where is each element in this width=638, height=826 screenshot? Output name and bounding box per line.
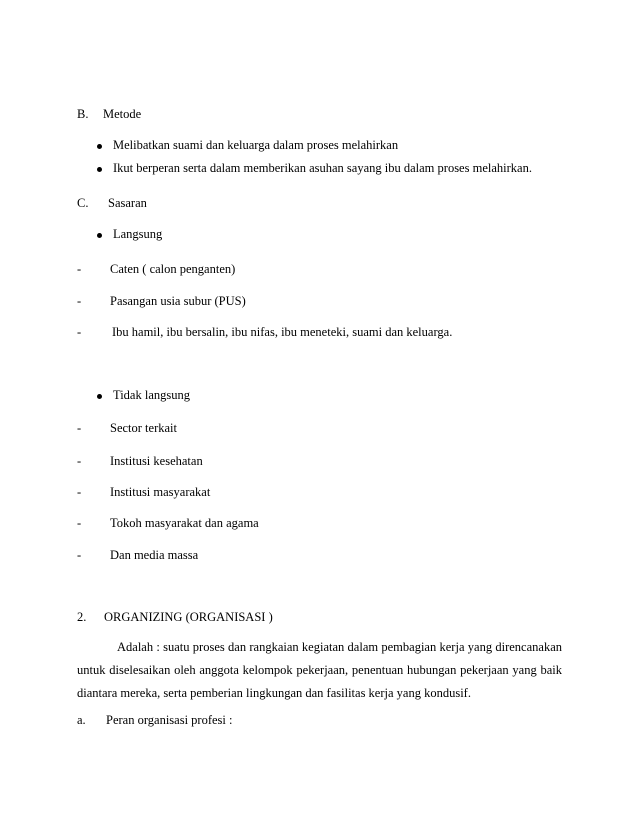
langsung-item: Pasangan usia subur (PUS) [110, 294, 246, 308]
section-c-marker: C. [77, 196, 89, 210]
organizing-paragraph [77, 636, 562, 705]
bullet-icon [97, 144, 102, 149]
dash-marker: - [77, 516, 82, 530]
section-2-title: ORGANIZING (ORGANISASI ) [104, 610, 273, 624]
metode-item: Ikut berperan serta dalam memberikan asuhan sayang ibu dalam proses melahirkan. [113, 161, 532, 175]
tidak-langsung-item: Dan media massa [110, 548, 199, 562]
section-b-title: Metode [103, 107, 142, 121]
organizing-paragraph-text: Adalah : suatu proses dan rangkaian kegiatan dalam pembagian kerja yang direncanakan untuk diselesaikan oleh anggota kelompok pekerjaan, penentuan hubungan pekerjaan yang baik diantara mereka, serta pemberian lingkungan dan fasilitas kerja yang kondusif. [77, 640, 562, 700]
langsung-item: Ibu hamil, ibu bersalin, ibu nifas, ibu meneteki, suami dan keluarga. [112, 325, 453, 339]
section-a-title: Peran organisasi profesi : [106, 713, 233, 727]
dash-marker: - [77, 548, 82, 562]
tidak-langsung-item: Institusi masyarakat [110, 485, 211, 499]
dash-marker: - [77, 421, 82, 435]
section-2-marker: 2. [77, 610, 87, 624]
metode-item: Melibatkan suami dan keluarga dalam proses melahirkan [113, 138, 399, 152]
tidak-langsung-label: Tidak langsung [113, 388, 190, 402]
dash-marker: - [77, 262, 82, 276]
langsung-label: Langsung [113, 227, 163, 241]
bullet-icon [97, 394, 102, 399]
bullet-icon [97, 233, 102, 238]
dash-marker: - [77, 454, 82, 468]
section-a-marker: a. [77, 713, 86, 727]
section-b-marker: B. [77, 107, 89, 121]
dash-marker: - [77, 325, 82, 339]
dash-marker: - [77, 294, 82, 308]
tidak-langsung-item: Sector terkait [110, 421, 177, 435]
langsung-item: Caten ( calon penganten) [110, 262, 236, 276]
dash-marker: - [77, 485, 82, 499]
section-c-title: Sasaran [108, 196, 147, 210]
bullet-icon [97, 167, 102, 172]
tidak-langsung-item: Tokoh masyarakat dan agama [110, 516, 259, 530]
tidak-langsung-item: Institusi kesehatan [110, 454, 203, 468]
